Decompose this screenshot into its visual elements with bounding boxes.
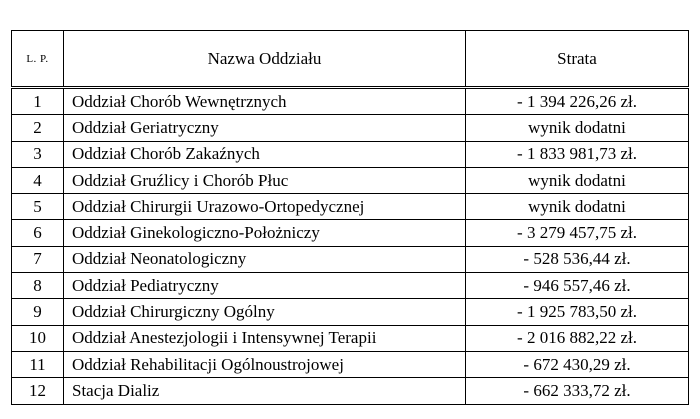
table-row (12, 273, 689, 299)
cell-department-name: Oddział Ginekologiczno-Położniczy (64, 220, 466, 246)
cell-lp: 2 (12, 115, 64, 141)
cell-loss: - 2 016 882,22 zł. (466, 325, 689, 351)
department-loss-table-container (11, 30, 688, 405)
header-department-name: Nazwa Oddziału (64, 31, 466, 88)
cell-loss: - 528 536,44 zł. (466, 246, 689, 272)
table-row (12, 378, 689, 404)
cell-lp: 6 (12, 220, 64, 246)
cell-lp: 10 (12, 325, 64, 351)
cell-lp: 8 (12, 273, 64, 299)
cell-department-name: Oddział Neonatologiczny (64, 246, 466, 272)
table-row (12, 220, 689, 246)
cell-loss: - 1 394 226,26 zł. (466, 88, 689, 115)
cell-lp: 4 (12, 167, 64, 193)
cell-department-name: Oddział Gruźlicy i Chorób Płuc (64, 167, 466, 193)
cell-department-name: Oddział Rehabilitacji Ogólnoustrojowej (64, 351, 466, 377)
table-row (12, 351, 689, 377)
cell-department-name: Oddział Chorób Wewnętrznych (64, 88, 466, 115)
cell-department-name: Oddział Anestezjologii i Intensywnej Terapii (64, 325, 466, 351)
cell-loss: - 1 925 783,50 zł. (466, 299, 689, 325)
department-loss-table (11, 30, 689, 405)
cell-loss: - 672 430,29 zł. (466, 351, 689, 377)
table-row (12, 141, 689, 167)
cell-loss: wynik dodatni (466, 115, 689, 141)
cell-loss: - 946 557,46 zł. (466, 273, 689, 299)
table-row (12, 115, 689, 141)
table-row (12, 88, 689, 115)
header-lp: L. P. (12, 31, 64, 88)
cell-lp: 3 (12, 141, 64, 167)
cell-lp: 1 (12, 88, 64, 115)
cell-department-name: Oddział Chirurgiczny Ogólny (64, 299, 466, 325)
cell-loss: - 1 833 981,73 zł. (466, 141, 689, 167)
cell-lp: 7 (12, 246, 64, 272)
cell-lp: 5 (12, 194, 64, 220)
cell-loss: - 662 333,72 zł. (466, 378, 689, 404)
table-row (12, 167, 689, 193)
cell-lp: 12 (12, 378, 64, 404)
cell-department-name: Oddział Geriatryczny (64, 115, 466, 141)
cell-loss: wynik dodatni (466, 194, 689, 220)
header-loss: Strata (466, 31, 689, 88)
table-header-row (12, 31, 689, 88)
cell-loss: wynik dodatni (466, 167, 689, 193)
table-row (12, 299, 689, 325)
cell-department-name: Oddział Pediatryczny (64, 273, 466, 299)
cell-department-name: Oddział Chorób Zakaźnych (64, 141, 466, 167)
cell-department-name: Oddział Chirurgii Urazowo-Ortopedycznej (64, 194, 466, 220)
cell-lp: 11 (12, 351, 64, 377)
table-row (12, 194, 689, 220)
table-row (12, 325, 689, 351)
cell-lp: 9 (12, 299, 64, 325)
cell-department-name: Stacja Dializ (64, 378, 466, 404)
table-row (12, 246, 689, 272)
cell-loss: - 3 279 457,75 zł. (466, 220, 689, 246)
